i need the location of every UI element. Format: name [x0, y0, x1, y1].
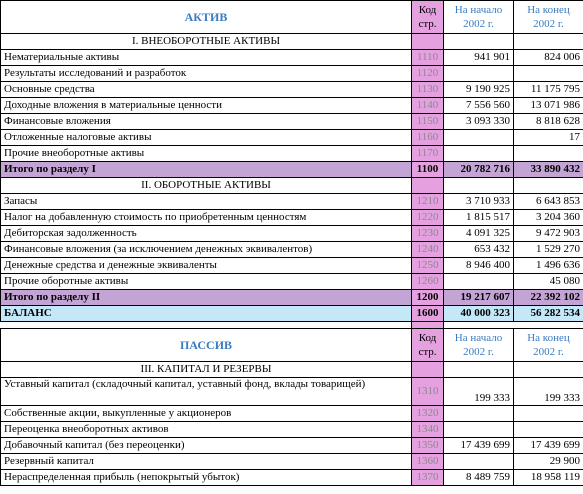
row-end-value: 18 958 119: [514, 470, 583, 486]
section-title: III. КАПИТАЛ И РЕЗЕРВЫ: [1, 362, 412, 378]
section-noncurrent-assets: [1, 34, 583, 50]
section-title: I. ВНЕОБОРОТНЫЕ АКТИВЫ: [1, 34, 412, 50]
row-end-value: 13 071 986: [514, 98, 583, 114]
liabilities-title: ПАССИВ: [1, 329, 412, 362]
table-row: [1, 406, 583, 422]
row-end-value: 56 282 534: [514, 306, 583, 322]
table-row: [1, 422, 583, 438]
table-row: [1, 210, 583, 226]
empty-cell: [444, 362, 514, 378]
row-code: 1250: [412, 258, 444, 274]
row-code: 1340: [412, 422, 444, 438]
row-name: Нематериальные активы: [1, 50, 412, 66]
row-name: Уставный капитал (складочный капитал, уставный фонд, вклады товарищей): [1, 378, 412, 406]
row-end-value: 17 439 699: [514, 438, 583, 454]
code-column-header: Код стр.: [412, 329, 444, 362]
row-end-value: 11 175 795: [514, 82, 583, 98]
row-begin-value: 653 432: [444, 242, 514, 258]
row-code: 1230: [412, 226, 444, 242]
section-code-cell: [412, 34, 444, 50]
row-begin-value: 3 093 330: [444, 114, 514, 130]
table-row: [1, 378, 583, 406]
spacer-row: [1, 322, 583, 329]
row-end-value: 29 900: [514, 454, 583, 470]
end-column-header: На конец 2002 г.: [514, 329, 583, 362]
table-row: [1, 226, 583, 242]
row-name: Результаты исследований и разработок: [1, 66, 412, 82]
spacer-cell: [444, 322, 514, 329]
empty-cell: [514, 34, 583, 50]
row-end-value: 1 529 270: [514, 242, 583, 258]
row-begin-value: [444, 406, 514, 422]
row-name: Прочие оборотные активы: [1, 274, 412, 290]
row-begin-value: [444, 146, 514, 162]
begin-column-header: На начало 2002 г.: [444, 1, 514, 34]
row-name: Дебиторская задолженность: [1, 226, 412, 242]
row-begin-value: 4 091 325: [444, 226, 514, 242]
total-row-section2: [1, 290, 583, 306]
empty-cell: [444, 34, 514, 50]
row-code: 1600: [412, 306, 444, 322]
row-code: 1320: [412, 406, 444, 422]
row-code: 1220: [412, 210, 444, 226]
row-name: Собственные акции, выкупленные у акционеров: [1, 406, 412, 422]
row-name: Итого по разделу II: [1, 290, 412, 306]
row-end-value: 3 204 360: [514, 210, 583, 226]
section-title: II. ОБОРОТНЫЕ АКТИВЫ: [1, 178, 412, 194]
row-code: 1120: [412, 66, 444, 82]
end-column-header: На конец 2002 г.: [514, 1, 583, 34]
row-code: 1160: [412, 130, 444, 146]
row-end-value: [514, 146, 583, 162]
table-row: [1, 146, 583, 162]
table-row: [1, 66, 583, 82]
row-name: Финансовые вложения: [1, 114, 412, 130]
table-row: [1, 130, 583, 146]
table-row: [1, 98, 583, 114]
row-name: Нераспределенная прибыль (непокрытый убыток): [1, 470, 412, 486]
row-name: Отложенные налоговые активы: [1, 130, 412, 146]
assets-title: АКТИВ: [1, 1, 412, 34]
empty-cell: [514, 178, 583, 194]
row-end-value: 22 392 102: [514, 290, 583, 306]
table-row: [1, 470, 583, 486]
row-begin-value: [444, 66, 514, 82]
row-code: 1200: [412, 290, 444, 306]
row-name: Переоценка внеоборотных активов: [1, 422, 412, 438]
row-code: 1370: [412, 470, 444, 486]
row-begin-value: 40 000 323: [444, 306, 514, 322]
row-begin-value: 7 556 560: [444, 98, 514, 114]
row-begin-value: [444, 130, 514, 146]
row-end-value: 824 006: [514, 50, 583, 66]
row-begin-value: 9 190 925: [444, 82, 514, 98]
row-code: 1260: [412, 274, 444, 290]
table-row: [1, 454, 583, 470]
row-code: 1150: [412, 114, 444, 130]
row-name: Доходные вложения в материальные ценности: [1, 98, 412, 114]
row-code: 1140: [412, 98, 444, 114]
table-row: [1, 258, 583, 274]
total-row-section1: [1, 162, 583, 178]
table-row: [1, 114, 583, 130]
row-end-value: 199 333: [514, 378, 583, 406]
row-end-value: 33 890 432: [514, 162, 583, 178]
table-row: [1, 82, 583, 98]
row-name: Финансовые вложения (за исключением денежных эквивалентов): [1, 242, 412, 258]
spacer-cell: [514, 322, 583, 329]
row-begin-value: [444, 454, 514, 470]
section-current-assets: [1, 178, 583, 194]
row-end-value: 17: [514, 130, 583, 146]
row-begin-value: 941 901: [444, 50, 514, 66]
row-name: Добавочный капитал (без переоценки): [1, 438, 412, 454]
row-begin-value: 8 946 400: [444, 258, 514, 274]
row-begin-value: [444, 422, 514, 438]
row-end-value: [514, 406, 583, 422]
table-row: [1, 438, 583, 454]
begin-column-header: На начало 2002 г.: [444, 329, 514, 362]
row-begin-value: 17 439 699: [444, 438, 514, 454]
code-column-header: Код стр.: [412, 1, 444, 34]
row-end-value: 45 080: [514, 274, 583, 290]
table-row: [1, 50, 583, 66]
spacer-cell: [1, 322, 412, 329]
table-row: [1, 194, 583, 210]
row-begin-value: [444, 274, 514, 290]
row-begin-value: 3 710 933: [444, 194, 514, 210]
row-end-value: [514, 422, 583, 438]
row-name: Денежные средства и денежные эквиваленты: [1, 258, 412, 274]
row-code: 1110: [412, 50, 444, 66]
row-code: 1360: [412, 454, 444, 470]
row-name: БАЛАНС: [1, 306, 412, 322]
section-code-cell: [412, 362, 444, 378]
row-begin-value: 19 217 607: [444, 290, 514, 306]
row-end-value: 8 818 628: [514, 114, 583, 130]
row-begin-value: 199 333: [444, 378, 514, 406]
row-begin-value: 8 489 759: [444, 470, 514, 486]
empty-cell: [444, 178, 514, 194]
row-end-value: 1 496 636: [514, 258, 583, 274]
spacer-code-cell: [412, 322, 444, 329]
row-code: 1310: [412, 378, 444, 406]
table-row: [1, 242, 583, 258]
row-name: Итого по разделу I: [1, 162, 412, 178]
table-row: [1, 274, 583, 290]
row-end-value: [514, 66, 583, 82]
row-begin-value: 20 782 716: [444, 162, 514, 178]
section-capital-reserves: [1, 362, 583, 378]
row-end-value: 6 643 853: [514, 194, 583, 210]
row-code: 1100: [412, 162, 444, 178]
row-code: 1170: [412, 146, 444, 162]
row-name: Основные средства: [1, 82, 412, 98]
row-code: 1130: [412, 82, 444, 98]
balance-row: [1, 306, 583, 322]
row-name: Резервный капитал: [1, 454, 412, 470]
liabilities-header-row: [1, 329, 583, 362]
empty-cell: [514, 362, 583, 378]
assets-header-row: [1, 1, 583, 34]
row-code: 1240: [412, 242, 444, 258]
row-name: Прочие внеоборотные активы: [1, 146, 412, 162]
row-end-value: 9 472 903: [514, 226, 583, 242]
row-name: Запасы: [1, 194, 412, 210]
section-code-cell: [412, 178, 444, 194]
row-code: 1350: [412, 438, 444, 454]
row-begin-value: 1 815 517: [444, 210, 514, 226]
row-code: 1210: [412, 194, 444, 210]
row-name: Налог на добавленную стоимость по приобретенным ценностям: [1, 210, 412, 226]
